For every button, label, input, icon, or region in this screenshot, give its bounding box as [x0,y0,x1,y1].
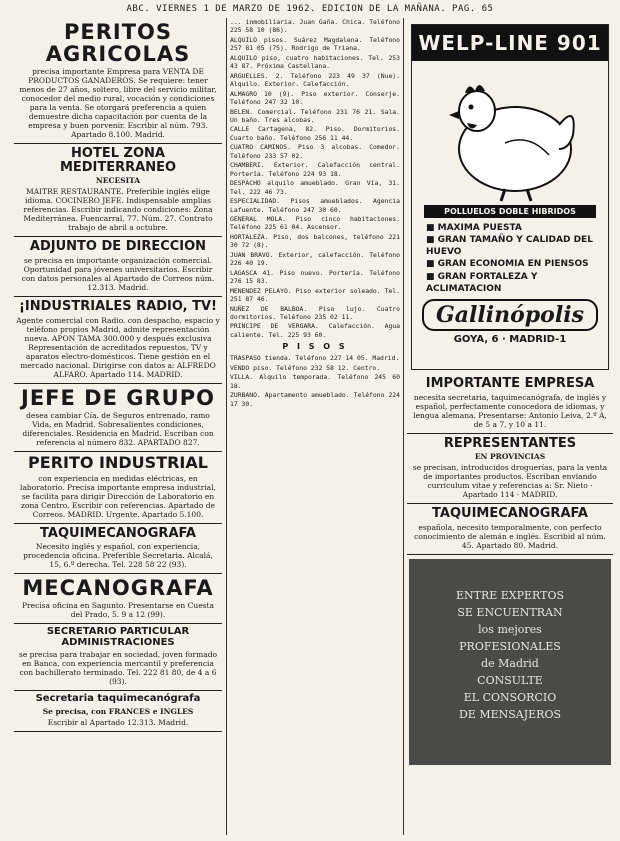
ad-title: REPRESENTANTES [443,435,577,451]
ad-body: MAITRE RESTAURANTE. Preferible inglés elige idioma. COCINERO JEFE. Indispensable amplias referencias. Escribir indicando condiciones: Zona Mediterránea. Fuencarral, 77. Núm. 27. Contrato trabajo de abril a octubre. [23,187,213,233]
listing-entry: ESPECIALIDAD. Pisos amueblados. Agencia Lafuente. Teléfono 247 30 60. [230,197,400,214]
ad-body: Escribir al Apartado 12.313. Madrid. [47,717,189,727]
classified-ad [14,524,222,575]
section-heading: P I S O S [282,342,348,352]
ad-title: TAQUIMECANOGRAFA [432,506,588,522]
listing-entry: JUAN BRAVO. Exterior, calefacción. Teléfono 226 40 19. [230,250,400,268]
classified-ad [14,237,222,297]
promo-line: SE ENCUENTRAN [457,605,563,619]
listing-entry: ALQUILO piso, cuatro habitaciones. Tel. 253 43 87. Próxima Castellana. [230,53,400,71]
classified-ad [407,434,613,505]
listing-entry: CALLE Cartagena, 82. Piso. Dormitorios. Cuarto baño. Teléfono 256 11 44. [230,125,400,142]
listing-entry: ARGUELLES. 2. Teléfono 223 49 37 (Nue). Alquilo. Exterior. Calefacción. [230,71,400,89]
classified-ad [14,297,222,384]
ad-body: necesita secretaria, taquimecanógrafa, de inglés y español, perfectamente conocedora de idiomas, y lengua alemana. Presentarse: Antonio Leiva, 2.º A, de 5 a 7, y 10 a 11. [413,392,607,429]
welp-feature: ■ MAXIMA PUESTA [426,222,608,234]
ad-title: ¡INDUSTRIALES RADIO, TV! [19,299,217,315]
ad-subtitle: Se precisa, con FRANCES e INGLES [42,706,194,716]
promo-line: PROFESIONALES [459,640,561,654]
promo-line: los mejores [478,623,542,637]
listing-entry: VILLA. Alquilo temporada. Teléfono 245 60 18. [230,373,400,390]
classified-listing [230,18,400,339]
classified-ad [14,18,222,144]
welp-title: WELP-LINE 901 [412,25,608,61]
promo-line: DE MENSAJEROS [458,708,562,722]
ad-body: Precisa oficina en Sagunto. Presentarse en Cuesta del Prado, 5. 9 a 12 (99). [22,601,214,620]
classified-ad [14,574,222,624]
classified-ad [14,452,222,524]
ad-body: se precisa para trabajar en sociedad, joven formado en Banca, con experiencia mercantil y preferencia con bachillerato terminado. Tel. 222 81 80, de 4 a 6 (93). [18,650,218,687]
listing-entry: MENENDEZ PELAYO. Piso exterior soleado. Tel. 251 87 46. [230,286,400,304]
listing-entry: CUATRO CAMINOS. Piso 3 alcobas. Comedor. Teléfono 233 57 02. [230,143,400,160]
ad-title: SECRETARIO PARTICULAR ADMINISTRACIONES [46,626,190,648]
listing-entry: ... inmobiliaria. Juan Gaña. Chica. Teléfono 225 58 10 (86). [230,18,400,35]
ad-title: TAQUIMECANOGRAFA [40,525,196,541]
ad-title: ADJUNTO DE DIRECCION [29,239,207,255]
promo-line: de Madrid [481,657,539,671]
ad-body: con experiencia en medidas eléctricas, en laboratorio. Precisa importante empresa industrial, se facilita para dirigir Dirección de Laboratorio en zona Centro. Escribir con referencias. Apartado de Correos. MADRID. Urgente. Apartado 5.100. [20,473,216,519]
classified-ad [14,624,222,691]
promo-line: EL CONSORCIO [463,691,557,705]
ad-body: Necesito inglés y español, con experiencia, procedencia oficina. Preferible Secretaria. Alcalá, 15, 6.º derecha. Tel. 228 58 22 (93). [23,542,213,570]
classified-ad [14,384,222,452]
classified-ad [407,374,613,434]
ad-body: desea cambiar Cía. de Seguros entrenado, ramo Vida, en Madrid. Sobresalientes condiciones, diferenciales. Residencia en Madrid. Escriban con referencia al número 832. APARTADO 827. [22,410,214,447]
hen-illustration [435,65,585,203]
gallinopolis-logo: Gallinópolis [422,299,598,331]
ad-title: MECANOGRAFA [22,576,214,601]
ad-body: española, necesito temporalmente, con perfecto conocimiento de alemán e inglés. Escribid al núm. 45. Apartado 80. Madrid. [414,522,606,550]
listing-entry: GENERAL MOLA. Piso cinco habitaciones. Teléfono 225 61 04. Ascensor. [230,214,400,232]
right-ads [407,374,613,555]
listing-entry: NUÑEZ DE BALBOA. Piso lujo. Cuatro dormitorios. Teléfono 235 02 11. [230,304,400,321]
welp-feature: ■ GRAN ECONOMIA EN PIENSOS [426,258,608,270]
welp-bar: POLLUELOS DOBLE HIBRIDOS [424,205,596,218]
classified-listing-tail [230,354,400,408]
listing-entry: PRINCIPE DE VERGARA. Calefacción. Agua caliente. Tel. 225 93 60. [230,322,400,339]
ad-subtitle: NECESITA [95,176,141,186]
welp-feature-list [426,222,608,295]
middle-column [226,18,404,835]
listing-entry: HORTALEZA. Piso, dos balcones, teléfono 221 30 72 (8). [230,232,400,250]
left-column [14,18,222,835]
listing-entry: VENDO piso. Teléfono 232 58 12. Centro. [230,363,381,372]
ad-title: Secretaria taquimecanógrafa [35,693,201,705]
ad-title: IMPORTANTE EMPRESA [425,376,595,391]
listing-entry: ZURBANO. Apartamento amueblado. Teléfono 224 17 30. [230,391,400,408]
classified-ad [407,504,613,555]
page-header: ABC. VIERNES 1 DE MARZO DE 1962. EDICION DE LA MAÑANA. PAG. 65 [126,4,494,14]
ad-body: precisa importante Empresa para VENTA DE PRODUCTOS GANADEROS. Se requiere: tener menos de 27 años, soltero, libre del servicio militar, conocedor del medio rural, vocación y condiciones para la venta. Se otorgará preferencia a quien demuestre dicha capacitación por cuenta de la empresa y buen porvenir. Escribir al núm. 793. Apartado 8.100. Madrid. [19,67,217,140]
classified-ad [14,691,222,732]
listing-entry: ALMAGRO 10 (9). Piso exterior. Conserje. Teléfono 247 32 10. [230,89,400,107]
welp-line-ad [411,24,609,370]
promo-line: ENTRE EXPERTOS [455,588,565,602]
listing-entry: TRASPASO tienda. Teléfono 227 14 05. Madrid. [230,354,400,363]
welp-feature: ■ GRAN FORTALEZA Y ACLIMATACION [426,271,608,295]
ad-subtitle: EN PROVINCIAS [474,452,546,462]
listing-entry: CHAMBERI. Exterior. Calefacción central. Portería. Teléfono 224 93 18. [230,161,400,178]
listing-entry: ALQUILO pisos. Suárez Magdalena. Teléfono 257 81 05 (75). Rodrigo de Triana. [230,35,400,53]
welp-address: GOYA, 6 · MADRID-1 [453,333,567,345]
classified-ad [14,144,222,237]
ad-body: se precisan, introducidos droguerías, para la venta de importantes productos. Escriban enviando curriculum vitae y referencias a: Sr. Nieto · Apartado 114 · MADRID. [412,463,608,500]
ad-title: HOTEL ZONA MEDITERRANEO [59,146,177,175]
listing-entry: LAGASCA 41. Piso nuevo. Portería. Teléfono 276 15 83. [230,268,400,286]
right-column [407,18,613,835]
ad-body: se precisa en importante organización comercial. Oportunidad para jóvenes universitarios. Escribir con datos personales al Apartado de Correos núm. 12.313. Madrid. [21,256,215,293]
ad-body: Agente comercial con Radio. con despacho, espacio y teléfono propios Madrid, admite representación nueva. APON TAMA 300.000 y después exclusiva Representación de acreditados repuestos, TV y aparatos electro-domésticos. Tiene gestión en el mercado nacional. Dirigirse con datos a: ALFREDO ALFARO. Apartado 114. MADRID. [16,315,220,379]
promo-line: CONSULTE [477,674,543,688]
ad-title: JEFE DE GRUPO [21,385,215,410]
ad-title: PERITOS AGRICOLAS [45,20,191,67]
listing-entry: DESPACHO alquilo amueblado. Gran Vía, 31. Tel. 222 46 73. [230,179,400,196]
ad-title: PERITO INDUSTRIAL [28,452,208,472]
welp-feature: ■ GRAN TAMAÑO Y CALIDAD DEL HUEVO [426,234,608,258]
dark-promo-ad [409,559,611,765]
listing-entry: BELEN. Comercial. Teléfono 231 76 21. Sala. Un baño. Tres alcobas. [230,107,400,124]
